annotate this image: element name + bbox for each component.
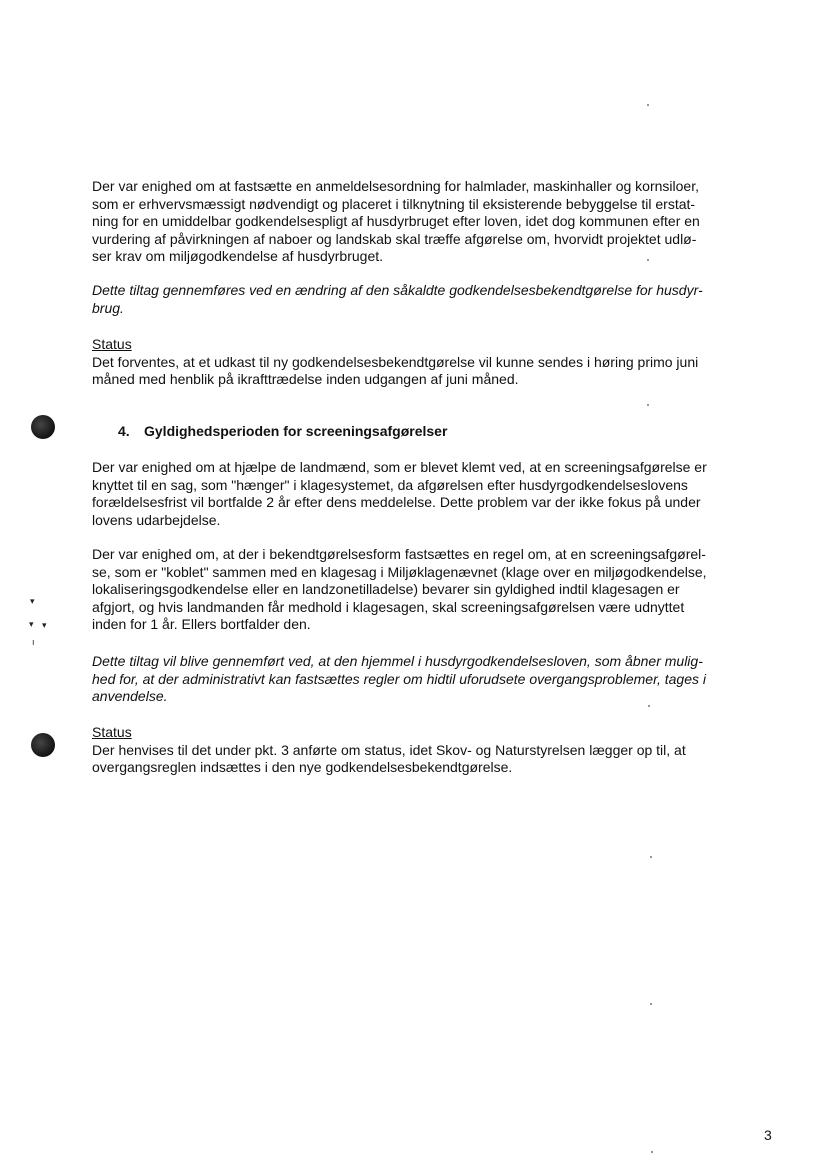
- paragraph-bekendtgorelsesform: [92, 546, 782, 634]
- text-line: vurdering af påvirkningen af naboer og landskab skal træffe afgørelse om, hvorvidt projektet udlø-: [92, 230, 697, 247]
- text-line: hed for, at der administrativt kan fastsættes regler om hidtil uforudsete overgangsproblemer, tages i: [92, 670, 706, 687]
- section-title: Gyldighedsperioden for screeningsafgørelser: [144, 423, 448, 439]
- text-line: Der var enighed om at fastsætte en anmeldelsesordning for halmlader, maskinhaller og kornsiloer,: [92, 178, 699, 194]
- paragraph-anmeldelsesordning: [92, 178, 782, 266]
- italic-note-godkendelsesbekendtgorelse: [92, 282, 782, 317]
- italic-note-hjemmel: [92, 653, 782, 706]
- section-number: 4.: [118, 423, 130, 439]
- text-line: forældelsesfrist vil bortfalde 2 år efter dens meddelelse. Dette problem var der ikke fokus på under: [92, 494, 701, 510]
- text-line: se, som er "koblet" sammen med en klagesag i Miljøklagenævnet (klage over en miljøgodkendelse,: [92, 563, 707, 580]
- text-line: Dette tiltag gennemføres ved en ændring af den såkaldte godkendelsesbekendtgørelse for husdyr-: [92, 282, 703, 298]
- text-line: Der var enighed om at hjælpe de landmænd, som er blevet klemt ved, at en screeningsafgørelse er: [92, 459, 707, 475]
- scan-dot: [651, 1151, 653, 1153]
- scan-mark: ▾: [29, 619, 34, 629]
- page-number: 3: [764, 1127, 772, 1143]
- scan-dot: [647, 104, 649, 106]
- text-line: Dette tiltag vil blive gennemført ved, at den hjemmel i husdyrgodkendelsesloven, som åbner mulig-: [92, 653, 703, 669]
- text-line: Det forventes, at et udkast til ny godkendelsesbekendtgørelse vil kunne sendes i høring primo juni: [92, 353, 699, 370]
- text-line: måned med henblik på ikrafttrædelse inden udgangen af juni måned.: [92, 371, 519, 387]
- scan-dot: [650, 1003, 652, 1005]
- status-label: Status: [92, 336, 132, 352]
- scan-mark: ▾: [42, 620, 47, 630]
- scan-mark: ı: [32, 637, 35, 647]
- status-section-2: [92, 724, 782, 777]
- text-line: ser krav om miljøgodkendelse af husdyrbruget.: [92, 248, 384, 264]
- punch-hole-top: [31, 415, 55, 439]
- text-line: ning for en umiddelbar godkendelsespligt af husdyrbruget efter loven, idet dog kommunen efter en: [92, 213, 700, 229]
- status-label: Status: [92, 724, 132, 740]
- text-line: lokaliseringsgodkendelse eller en landzonetilladelse) bevarer sin gyldighed indtil klagesagen er: [92, 581, 680, 597]
- text-line: afgjort, og hvis landmanden får medhold i klagesagen, skal screeningsafgørelsen være udnyttet: [92, 598, 685, 615]
- text-line: Der var enighed om, at der i bekendtgørelsesform fastsættes en regel om, at en screeningsafgørel-: [92, 546, 706, 562]
- status-section-1: [92, 336, 782, 389]
- text-line: knyttet til en sag, som "hænger" i klagesystemet, da afgørelsen efter husdyrgodkendelseslovens: [92, 476, 688, 493]
- scan-mark: ▾: [30, 596, 35, 606]
- text-line: brug.: [92, 299, 124, 316]
- text-line: lovens udarbejdelse.: [92, 511, 221, 528]
- text-line: som er erhvervsmæssigt nødvendigt og placeret i tilknytning til eksisterende bebyggelse til erstat-: [92, 195, 696, 212]
- text-line: inden for 1 år. Ellers bortfalder den.: [92, 616, 311, 632]
- punch-hole-bottom: [31, 733, 55, 757]
- text-line: Der henvises til det under pkt. 3 anførte om status, idet Skov- og Naturstyrelsen lægger op til, at: [92, 741, 686, 758]
- section-heading-4: [118, 423, 447, 441]
- text-line: overgangsreglen indsættes i den nye godkendelsesbekendtgørelse.: [92, 759, 513, 775]
- text-line: anvendelse.: [92, 688, 168, 704]
- scan-dot: [650, 856, 652, 858]
- scan-dot: [647, 404, 649, 406]
- paragraph-screeningsafgorelse: [92, 459, 782, 529]
